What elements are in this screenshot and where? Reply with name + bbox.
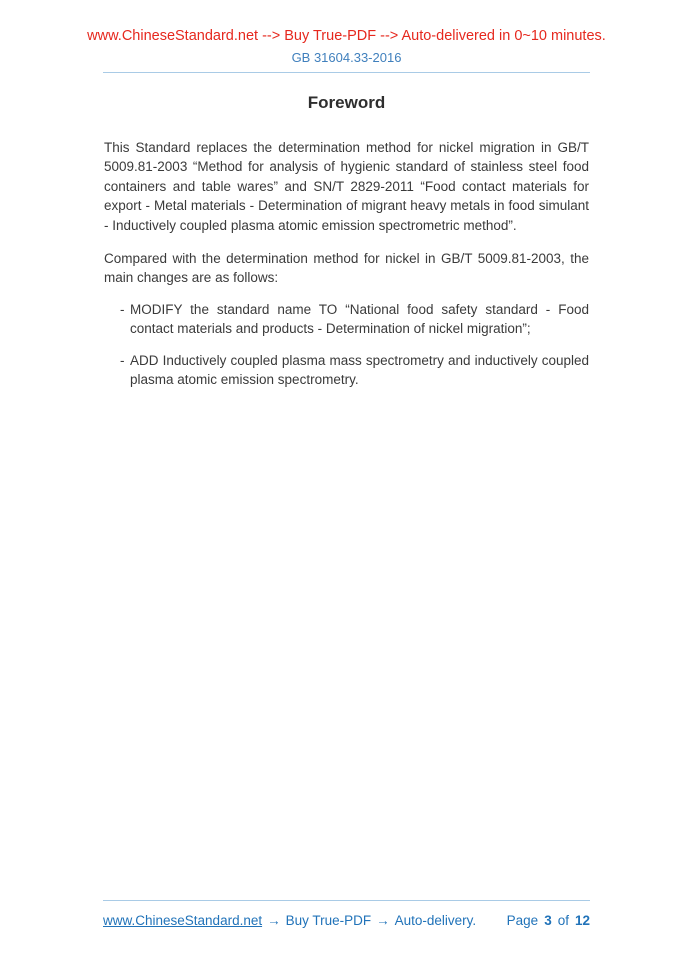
arrow-right-icon: →: [376, 913, 390, 928]
document-body: [104, 93, 589, 389]
dash-bullet-icon: -: [120, 352, 125, 368]
header-divider: [103, 72, 590, 73]
list-item-text: ADD Inductively coupled plasma mass spectrometry and inductively coupled plasma atomic emission spectrometry.: [130, 352, 589, 388]
list-item-text: MODIFY the standard name TO “National food safety standard - Food contact materials and products - Determination of nickel migration”;: [130, 301, 589, 337]
page-title: Foreword: [307, 93, 386, 112]
dash-bullet-icon: -: [120, 301, 125, 317]
list-item: [104, 300, 589, 339]
page-header: [0, 0, 693, 73]
of-label: of: [557, 913, 569, 928]
footer-action-delivery: Auto-delivery.: [394, 913, 477, 928]
footer-action-buy: Buy True-PDF: [285, 913, 372, 928]
page-label: Page: [506, 913, 539, 928]
promo-banner: www.ChineseStandard.net --> Buy True-PDF --> Auto-delivered in 0~10 minutes.: [87, 28, 606, 44]
paragraph-replaces: This Standard replaces the determination method for nickel migration in GB/T 5009.81-2003 “Method for analysis of hygienic standard of stainless steel food containers and table wares” and SN/T 2829-2011 “Food contact materials for export - Metal materials - Determination of migrant heavy metals in food simulant - Inductively coupled plasma atomic emission spectrometric method”.: [104, 140, 589, 233]
list-item: [104, 351, 589, 390]
footer-promo: [103, 913, 476, 929]
page-footer: [103, 900, 590, 929]
page-indicator: [507, 913, 590, 929]
page-current: 3: [544, 913, 552, 928]
changes-list: [104, 300, 589, 390]
arrow-right-icon: →: [267, 913, 281, 928]
standard-code: GB 31604.33-2016: [291, 50, 402, 65]
website-link[interactable]: www.ChineseStandard.net: [103, 913, 263, 928]
page-total: 12: [574, 913, 590, 928]
paragraph-compared: Compared with the determination method for nickel in GB/T 5009.81-2003, the main changes are as follows:: [104, 251, 589, 286]
